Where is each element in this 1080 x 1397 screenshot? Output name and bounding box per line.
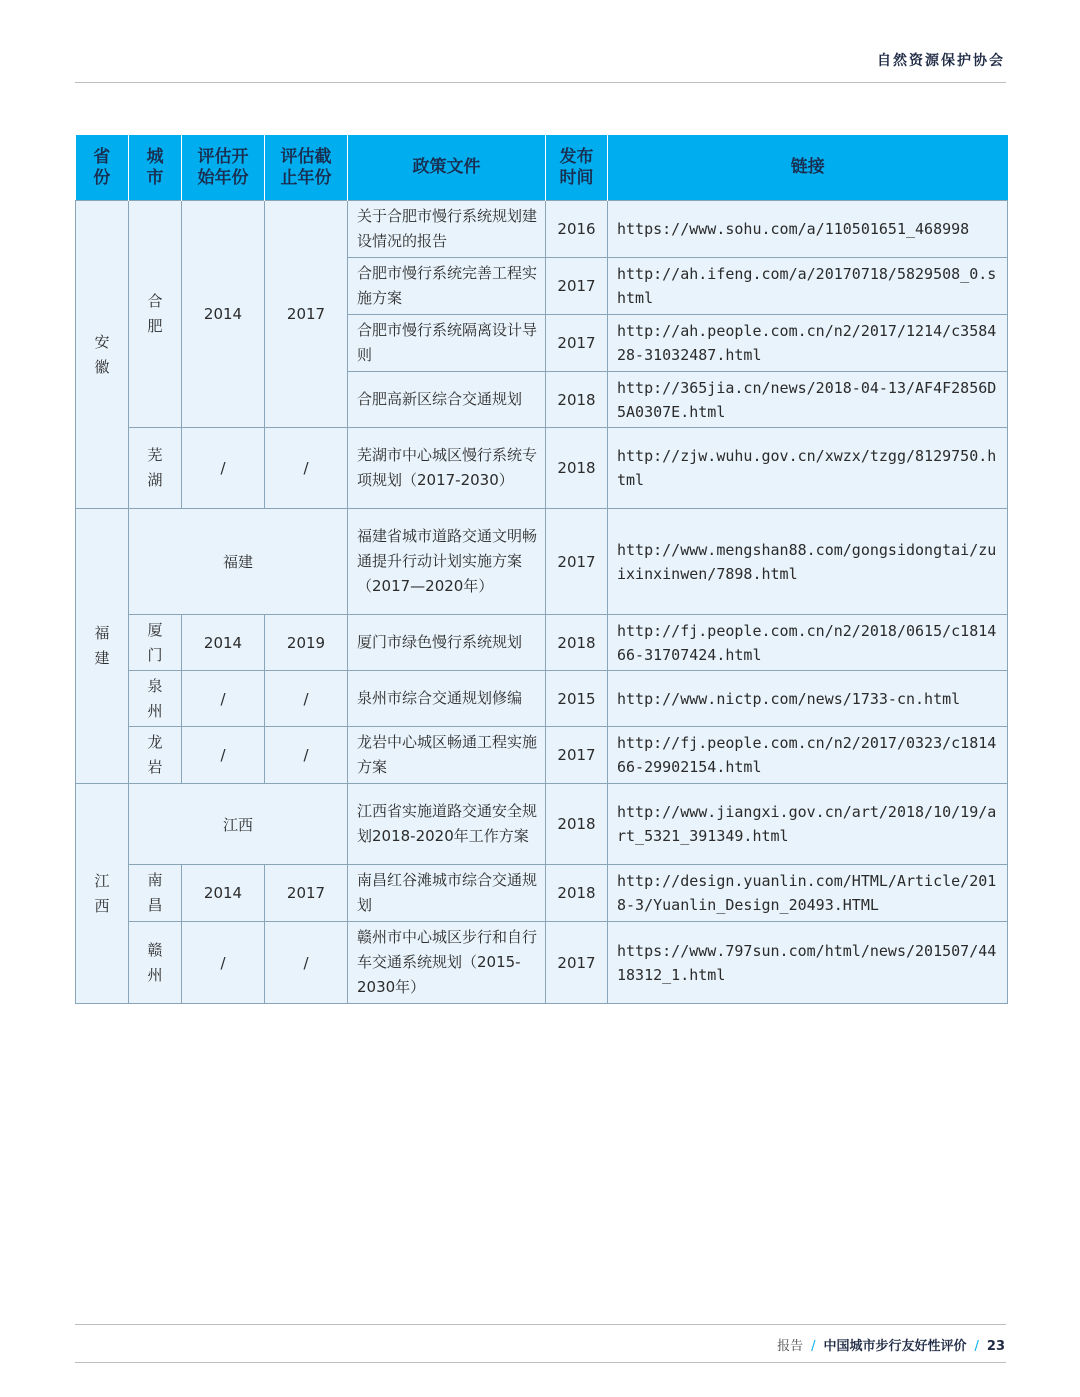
column-header-policy-document: 政策文件 — [348, 135, 546, 201]
publish-year-cell: 2018 — [546, 784, 608, 865]
column-header-province: 省 份 — [76, 135, 129, 201]
header-divider — [75, 82, 1006, 83]
eval-start-cell: 2014 — [182, 865, 265, 922]
column-header-publish-year: 发布 时间 — [546, 135, 608, 201]
publish-year-cell: 2018 — [546, 428, 608, 509]
policy-document-cell: 赣州市中心城区步行和自行车交通系统规划（2015-2030年） — [348, 922, 546, 1004]
column-header-link: 链接 — [608, 135, 1008, 201]
eval-start-cell: 2014 — [182, 201, 265, 428]
publish-year-cell: 2018 — [546, 372, 608, 428]
publish-year-cell: 2018 — [546, 615, 608, 671]
province-cell: 福 建 — [76, 509, 129, 784]
eval-end-cell: 2017 — [265, 865, 348, 922]
footer-report-title: 中国城市步行友好性评价 — [823, 1339, 967, 1354]
column-header-eval-end: 评估截 止年份 — [265, 135, 348, 201]
eval-end-cell: / — [265, 671, 348, 727]
eval-end-cell: 2019 — [265, 615, 348, 671]
publish-year-cell: 2017 — [546, 315, 608, 372]
eval-start-cell: 2014 — [182, 615, 265, 671]
link-cell[interactable]: http://ah.people.com.cn/n2/2017/1214/c358428-31032487.html — [608, 315, 1008, 372]
publish-year-cell: 2017 — [546, 258, 608, 315]
publish-year-cell: 2018 — [546, 865, 608, 922]
column-header-eval-start: 评估开 始年份 — [182, 135, 265, 201]
province-cell: 安 徽 — [76, 201, 129, 509]
footer-divider-top — [75, 1324, 1006, 1325]
link-cell[interactable]: http://fj.people.com.cn/n2/2018/0615/c181466-31707424.html — [608, 615, 1008, 671]
footer-separator: / — [811, 1339, 816, 1354]
policy-document-cell: 龙岩中心城区畅通工程实施方案 — [348, 727, 546, 784]
policy-document-cell: 福建省城市道路交通文明畅通提升行动计划实施方案（2017—2020年） — [348, 509, 546, 615]
link-cell[interactable]: https://www.797sun.com/html/news/201507/4418312_1.html — [608, 922, 1008, 1004]
eval-start-cell: / — [182, 727, 265, 784]
link-cell[interactable]: http://design.yuanlin.com/HTML/Article/2018-3/Yuanlin_Design_20493.HTML — [608, 865, 1008, 922]
eval-start-cell: / — [182, 428, 265, 509]
publish-year-cell: 2017 — [546, 727, 608, 784]
city-cell: 龙 岩 — [129, 727, 182, 784]
city-cell-merged: 江西 — [129, 784, 348, 865]
policy-document-cell: 江西省实施道路交通安全规划2018-2020年工作方案 — [348, 784, 546, 865]
link-cell[interactable]: http://www.nictp.com/news/1733-cn.html — [608, 671, 1008, 727]
table-row — [76, 509, 1008, 615]
table-row — [76, 784, 1008, 865]
footer-separator: / — [974, 1339, 979, 1354]
policy-document-cell: 合肥市慢行系统隔离设计导则 — [348, 315, 546, 372]
policy-table — [75, 135, 1008, 1004]
publish-year-cell: 2017 — [546, 922, 608, 1004]
link-cell[interactable]: http://zjw.wuhu.gov.cn/xwzx/tzgg/8129750.html — [608, 428, 1008, 509]
policy-document-cell: 关于合肥市慢行系统规划建设情况的报告 — [348, 201, 546, 258]
eval-end-cell: / — [265, 428, 348, 509]
eval-end-cell: / — [265, 727, 348, 784]
policy-document-cell: 芜湖市中心城区慢行系统专项规划（2017-2030） — [348, 428, 546, 509]
link-cell[interactable]: http://ah.ifeng.com/a/20170718/5829508_0.shtml — [608, 258, 1008, 315]
link-cell[interactable]: http://365jia.cn/news/2018-04-13/AF4F2856D5A0307E.html — [608, 372, 1008, 428]
publish-year-cell: 2017 — [546, 509, 608, 615]
table-row — [76, 201, 1008, 258]
table-row — [76, 671, 1008, 727]
table-row — [76, 865, 1008, 922]
page-number: 23 — [986, 1339, 1005, 1354]
eval-end-cell: / — [265, 922, 348, 1004]
link-cell[interactable]: http://fj.people.com.cn/n2/2017/0323/c181466-29902154.html — [608, 727, 1008, 784]
city-cell: 合 肥 — [129, 201, 182, 428]
organization-name: 自然资源保护协会 — [877, 53, 1005, 69]
publish-year-cell: 2015 — [546, 671, 608, 727]
table-row — [76, 727, 1008, 784]
link-cell[interactable]: http://www.jiangxi.gov.cn/art/2018/10/19/art_5321_391349.html — [608, 784, 1008, 865]
policy-document-cell: 厦门市绿色慢行系统规划 — [348, 615, 546, 671]
policy-document-cell: 合肥高新区综合交通规划 — [348, 372, 546, 428]
eval-start-cell: / — [182, 671, 265, 727]
table-header-row — [76, 135, 1008, 201]
policy-document-cell: 南昌红谷滩城市综合交通规划 — [348, 865, 546, 922]
city-cell: 泉 州 — [129, 671, 182, 727]
eval-end-cell: 2017 — [265, 201, 348, 428]
column-header-city: 城 市 — [129, 135, 182, 201]
page-footer — [777, 1335, 1005, 1354]
table-row — [76, 922, 1008, 1004]
city-cell: 赣 州 — [129, 922, 182, 1004]
policy-document-cell: 合肥市慢行系统完善工程实施方案 — [348, 258, 546, 315]
link-cell[interactable]: http://www.mengshan88.com/gongsidongtai/zuixinxinwen/7898.html — [608, 509, 1008, 615]
link-cell[interactable]: https://www.sohu.com/a/110501651_468998 — [608, 201, 1008, 258]
footer-divider-bottom — [75, 1362, 1006, 1363]
city-cell: 南 昌 — [129, 865, 182, 922]
city-cell: 厦 门 — [129, 615, 182, 671]
city-cell-merged: 福建 — [129, 509, 348, 615]
policy-document-cell: 泉州市综合交通规划修编 — [348, 671, 546, 727]
publish-year-cell: 2016 — [546, 201, 608, 258]
eval-start-cell: / — [182, 922, 265, 1004]
table-row — [76, 428, 1008, 509]
table-row — [76, 615, 1008, 671]
city-cell: 芜 湖 — [129, 428, 182, 509]
footer-section: 报告 — [777, 1339, 804, 1354]
province-cell: 江 西 — [76, 784, 129, 1004]
